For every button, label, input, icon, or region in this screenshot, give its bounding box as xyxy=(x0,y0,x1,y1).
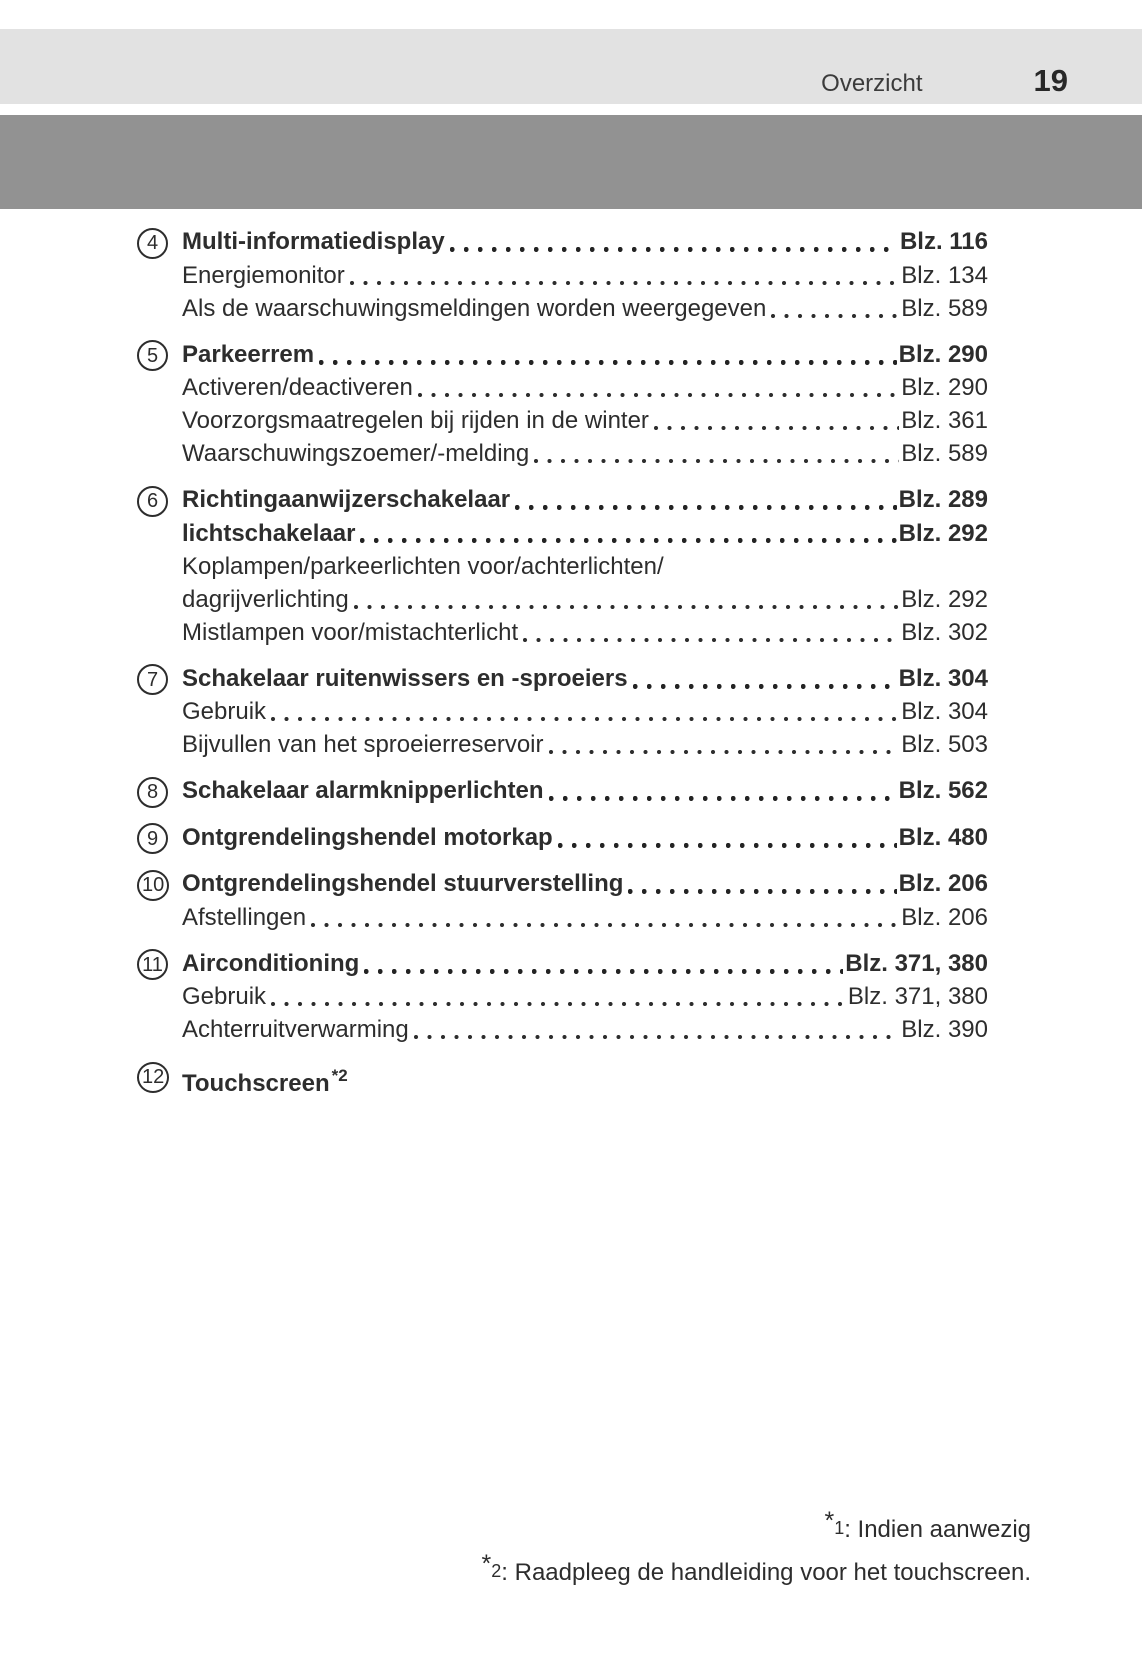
dot-leader xyxy=(558,821,897,855)
toc-line xyxy=(137,371,988,404)
toc-line xyxy=(137,225,988,259)
dot-leader xyxy=(311,901,899,934)
header-page-number: 19 xyxy=(1033,63,1068,98)
dot-leader xyxy=(534,437,899,470)
dot-leader xyxy=(633,662,897,696)
footnote-ref-marker: *2 xyxy=(331,1066,348,1085)
footnote-1 xyxy=(0,1504,1031,1547)
page-reference: Blz. 290 xyxy=(898,340,988,368)
toc-list xyxy=(137,225,988,1113)
circled-number-icon: 8 xyxy=(137,777,168,808)
entry-title: lichtschakelaar xyxy=(182,519,356,547)
dot-leader xyxy=(360,517,896,550)
page-reference: Blz. 589 xyxy=(901,440,988,467)
footnote-2 xyxy=(0,1547,1031,1590)
dot-leader xyxy=(271,980,846,1013)
toc-line xyxy=(137,517,988,550)
toc-line xyxy=(137,616,988,649)
entry-subtitle: Waarschuwingszoemer/-melding xyxy=(182,440,530,467)
item-number-cell xyxy=(137,662,182,696)
toc-line xyxy=(137,662,988,696)
item-number-cell xyxy=(137,947,182,981)
toc-line xyxy=(137,728,988,761)
entry-subtitle: Gebruik xyxy=(182,983,267,1010)
toc-line xyxy=(137,404,988,437)
page-reference: Blz. 134 xyxy=(901,261,988,289)
entry-subtitle: Voorzorgsmaatregelen bij rijden in de winter xyxy=(182,407,649,434)
dot-leader xyxy=(271,695,899,728)
item-number-cell xyxy=(137,225,182,259)
circled-number-icon: 4 xyxy=(137,228,168,259)
entry-subtitle: Mistlampen voor/mistachterlicht xyxy=(182,618,519,646)
item-number-cell xyxy=(137,1059,182,1093)
entry-subtitle: Bijvullen van het sproeierreservoir xyxy=(182,731,544,758)
dot-leader xyxy=(549,774,897,808)
toc-item-11 xyxy=(137,947,988,1047)
page-reference: Blz. 371, 380 xyxy=(845,949,988,977)
toc-line xyxy=(137,1059,988,1100)
page-reference: Blz. 361 xyxy=(901,407,988,434)
toc-line xyxy=(137,901,988,934)
entry-subtitle: Gebruik xyxy=(182,698,267,725)
dot-leader xyxy=(418,371,899,404)
page-reference: Blz. 371, 380 xyxy=(847,983,988,1010)
toc-line xyxy=(137,583,988,616)
item-number-cell xyxy=(137,483,182,517)
toc-item-7 xyxy=(137,662,988,762)
toc-line xyxy=(137,550,988,583)
toc-line xyxy=(137,947,988,981)
asterisk-icon: * xyxy=(824,1507,835,1535)
page-reference: Blz. 480 xyxy=(898,823,988,851)
toc-item-5 xyxy=(137,338,988,471)
dot-leader xyxy=(628,867,896,901)
entry-subtitle: dagrijverlichting xyxy=(182,585,349,613)
toc-item-10 xyxy=(137,867,988,934)
entry-title: Ontgrendelingshendel stuurverstelling xyxy=(182,870,624,897)
page-reference: Blz. 562 xyxy=(898,777,988,804)
footnote-2-text: : Raadpleeg de handleiding voor het touchscreen. xyxy=(501,1559,1031,1586)
circled-number-icon: 12 xyxy=(137,1062,169,1093)
toc-item-8 xyxy=(137,774,988,808)
toc-line xyxy=(137,980,988,1013)
toc-line xyxy=(137,695,988,728)
entry-title: Ontgrendelingshendel motorkap xyxy=(182,823,553,851)
footnotes xyxy=(0,1504,1031,1590)
toc-line xyxy=(137,1013,988,1046)
section-banner xyxy=(0,115,1142,209)
page-header xyxy=(0,29,1142,104)
page-reference: Blz. 304 xyxy=(901,698,988,725)
page-reference: Blz. 503 xyxy=(901,731,988,758)
page-reference: Blz. 292 xyxy=(898,519,988,547)
dot-leader xyxy=(319,338,897,372)
dot-leader xyxy=(450,225,898,259)
page-reference: Blz. 206 xyxy=(898,870,988,897)
toc-line xyxy=(137,292,988,325)
dot-leader xyxy=(549,728,900,761)
entry-subtitle: Achterruitverwarming xyxy=(182,1016,409,1043)
circled-number-icon: 7 xyxy=(137,664,168,695)
header-section-label: Overzicht xyxy=(821,70,923,97)
dot-leader xyxy=(771,292,899,325)
page-reference: Blz. 290 xyxy=(901,374,988,401)
circled-number-icon: 5 xyxy=(137,340,168,371)
entry-title: Schakelaar ruitenwissers en -sproeiers xyxy=(182,664,628,692)
entry-title: Schakelaar alarmknipperlichten xyxy=(182,777,544,804)
dot-leader xyxy=(654,404,899,437)
item-number-cell xyxy=(137,338,182,372)
entry-title: Parkeerrem xyxy=(182,340,315,368)
toc-line xyxy=(137,867,988,901)
dot-leader xyxy=(350,259,900,292)
entry-subtitle: Koplampen/parkeerlichten voor/achterlichten/ xyxy=(182,552,664,580)
page-reference: Blz. 206 xyxy=(901,903,988,931)
entry-subtitle: Energiemonitor xyxy=(182,261,345,289)
entry-title: Touchscreen $^{*2}$ xyxy=(182,1066,348,1097)
entry-subtitle: Activeren/deactiveren xyxy=(182,374,413,401)
page-reference: Blz. 116 xyxy=(899,228,988,255)
page-reference: Blz. 302 xyxy=(901,618,988,646)
circled-number-icon: 6 xyxy=(137,486,168,517)
toc-line xyxy=(137,259,988,292)
footnote-1-text: : Indien aanwezig xyxy=(844,1516,1031,1543)
toc-line xyxy=(137,338,988,372)
dot-leader xyxy=(523,616,899,649)
circled-number-icon: 9 xyxy=(137,823,168,854)
entry-title: Richtingaanwijzerschakelaar xyxy=(182,486,511,513)
dot-leader xyxy=(364,947,843,981)
item-number-cell xyxy=(137,821,182,855)
toc-line xyxy=(137,774,988,808)
toc-item-12 xyxy=(137,1059,988,1100)
toc-item-4 xyxy=(137,225,988,325)
toc-line xyxy=(137,821,988,855)
toc-item-9 xyxy=(137,821,988,855)
entry-title: Airconditioning xyxy=(182,949,360,977)
toc-line xyxy=(137,437,988,470)
toc-item-6 xyxy=(137,483,988,649)
dot-leader xyxy=(414,1013,900,1046)
page-reference: Blz. 589 xyxy=(901,294,988,322)
item-number-cell xyxy=(137,774,182,808)
asterisk-icon: * xyxy=(481,1550,492,1578)
entry-subtitle: Als de waarschuwingsmeldingen worden weergegeven xyxy=(182,294,767,322)
page-reference: Blz. 304 xyxy=(898,664,988,692)
dot-leader xyxy=(515,483,896,517)
entry-title: Multi-informatiedisplay xyxy=(182,228,445,255)
entry-subtitle: Afstellingen xyxy=(182,903,307,931)
page-reference: Blz. 289 xyxy=(898,486,988,513)
circled-number-icon: 11 xyxy=(137,949,168,980)
dot-leader xyxy=(354,583,900,616)
footnote-1-number: 1 xyxy=(834,1518,845,1538)
page-reference: Blz. 390 xyxy=(901,1016,988,1043)
toc-line xyxy=(137,483,988,517)
circled-number-icon: 10 xyxy=(137,870,169,901)
page-reference: Blz. 292 xyxy=(901,585,988,613)
item-number-cell xyxy=(137,867,182,901)
footnote-2-number: 2 xyxy=(491,1561,502,1581)
